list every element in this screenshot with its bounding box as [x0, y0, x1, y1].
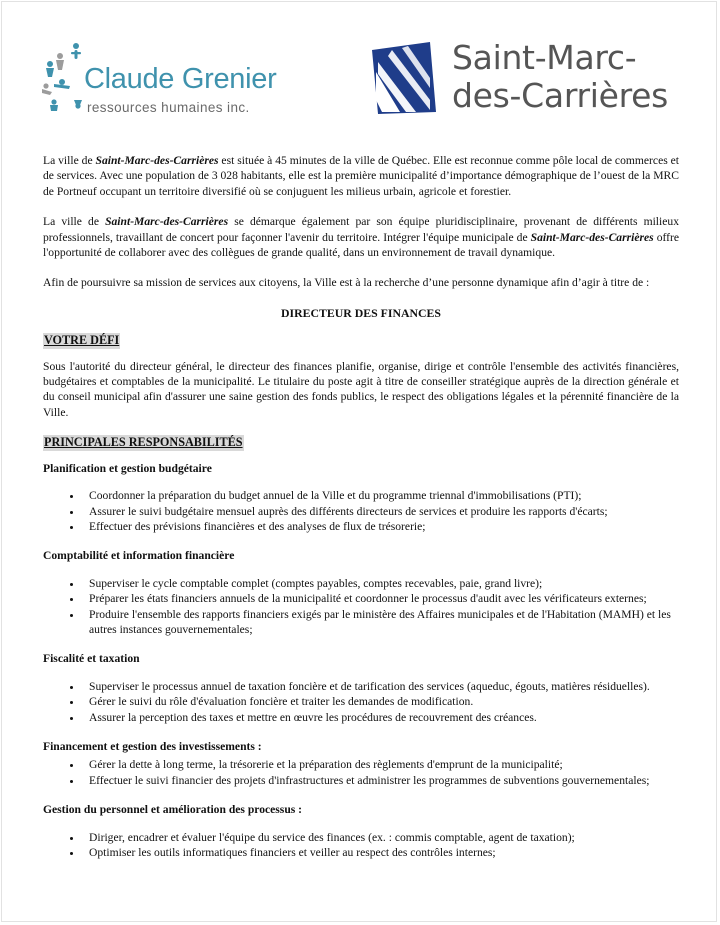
budget-list [43, 488, 679, 534]
logo-left-subtitle: ressources humaines inc. [87, 100, 250, 115]
list-item: • Gérer la dette à long terme, la trésorerie et la préparation des règlements d'emprunt de la municipalité; [83, 757, 679, 772]
city-name: Saint-Marc-des-Carrières [95, 154, 219, 167]
list-item: • Optimiser les outils informatiques financiers et veiller au respect des contrôles internes; [83, 845, 679, 860]
subheading-budget: Planification et gestion budgétaire [43, 461, 212, 475]
logo-left-name: Claude Grenier [84, 63, 277, 95]
saint-marc-emblem-icon [370, 42, 438, 114]
subheading-financement: Financement et gestion des investissements : [43, 739, 262, 753]
intro-paragraph-2: La ville de Saint-Marc-des-Carrières se démarque également par son équipe pluridisciplinaire, provenant de différents milieux professionnels, travaillant de concert pour façonner l'avenir du territoire. Intégrer l'équipe municipale de Saint-Marc-des-Carrières offre l'opportunité de collaborer avec des collègues de grande qualité, dans un environnement de travail dynamique. [43, 215, 680, 260]
people-figures-icon [40, 42, 84, 112]
city-name: Saint-Marc-des-Carrières [105, 215, 229, 229]
list-item: • Superviser le processus annuel de taxation foncière et de tarification des services (aqueduc, égouts, matières résiduelles). [83, 679, 679, 694]
job-title: DIRECTEUR DES FINANCES [281, 305, 441, 320]
saint-marc-logo [370, 38, 690, 118]
section-heading-defi: VOTRE DÉFI [44, 333, 120, 348]
list-item: • Gérer le suivi du rôle d'évaluation foncière et traiter les demandes de modification. [83, 694, 679, 709]
city-name: Saint-Marc-des-Carrières [530, 230, 654, 244]
logo-right-line1: Saint-Marc- [452, 38, 637, 77]
comptabilite-list [43, 576, 679, 638]
subheading-fiscalite: Fiscalité et taxation [43, 652, 140, 666]
logo-right-line2: des-Carrières [452, 76, 669, 115]
list-item: • Effectuer des prévisions financières et des analyses de flux de trésorerie; [83, 519, 679, 534]
defi-paragraph: Sous l'autorité du directeur général, le directeur des finances planifie, organise, dirige et contrôle l'ensemble des activités financières, budgétaires et comptables de la municipalité. Le titulaire du poste agit à titre de conseiller stratégique auprès de la direction générale et du conseil municipal afin d'assurer une saine gestion des fonds publics, le respect des obligations légales et la pérennité financière de la Ville. [43, 359, 679, 419]
list-item: • Préparer les états financiers annuels de la municipalité et coordonner le processus d'audit avec les vérificateurs externes; [83, 591, 679, 606]
list-item: • Coordonner la préparation du budget annuel de la Ville et du programme triennal d'immobilisations (PTI); [83, 488, 679, 503]
list-item: • Produire l'ensemble des rapports financiers exigés par le ministère des Affaires municipales et de l'Habitation (MAMH) et les autres instances gouvernementales; [83, 607, 679, 638]
list-item: • Assurer le suivi budgétaire mensuel auprès des différents directeurs de services et produire les rapports d'écarts; [83, 504, 679, 519]
section-heading-responsabilites: PRINCIPALES RESPONSABILITÉS [44, 435, 243, 450]
list-item: • Effectuer le suivi financier des projets d'infrastructures et administrer les programmes de subventions gouvernementales; [83, 773, 679, 788]
subheading-personnel: Gestion du personnel et amélioration des processus : [43, 803, 303, 817]
subheading-comptabilite: Comptabilité et information financière [43, 549, 235, 563]
list-item: • Diriger, encadrer et évaluer l'équipe du service des finances (ex. : commis comptable, agent de taxation); [83, 830, 679, 845]
list-item: • Assurer la perception des taxes et mettre en œuvre les procédures de recouvrement des créances. [83, 710, 679, 725]
personnel-list [43, 830, 679, 861]
list-item: • Superviser le cycle comptable complet (comptes payables, comptes recevables, paie, grand livre); [83, 576, 679, 591]
document-body [43, 153, 679, 874]
intro-paragraph-1: La ville de Saint-Marc-des-Carrières est située à 45 minutes de la ville de Québec. Elle est reconnue comme pôle local de commerces et de services. Avec une population de 3 028 habitants, elle est la première municipalité d’importance démographique de l’ouest de la MRC de Portneuf occupant un territoire diversifié où se conjuguent les milieus urbain, agricole et forestier. [43, 154, 679, 198]
financement-list [43, 757, 679, 788]
intro-paragraph-3: Afin de poursuivre sa mission de services aux citoyens, la Ville est à la recherche d’une personne dynamique afin d’agir à titre de : [43, 276, 650, 290]
claude-grenier-logo [40, 40, 277, 115]
fiscalite-list [43, 679, 679, 725]
